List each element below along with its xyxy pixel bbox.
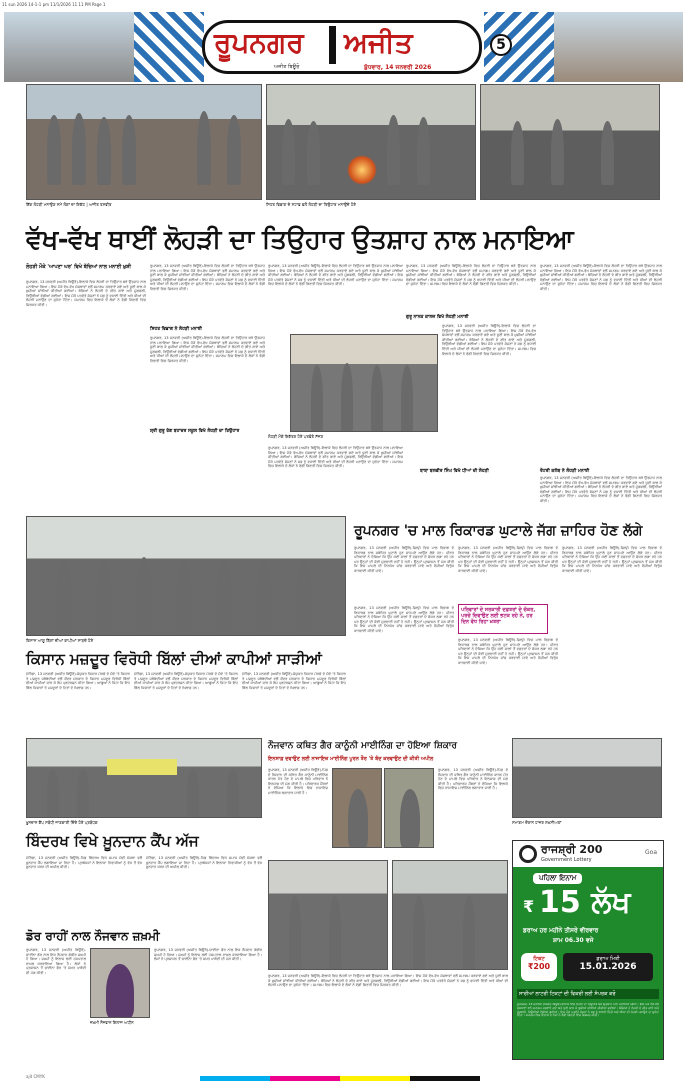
masthead-right-title: ਅਜੀਤ — [344, 26, 413, 59]
ad-prize-label: ਪਹਿਲਾ ਇਨਾਮ — [533, 873, 582, 884]
article-lohri-col1: ਰੂਪਨਗਰ, 13 ਜਨਵਰੀ (ਅਜੀਤ ਬਿਊਰੋ)-ਇਲਾਕੇ ਵਿਚ ਲੋਹੜੀ ਦਾ ਤਿਉਹਾਰ ਬੜੇ ਉਤਸ਼ਾਹ ਨਾਲ ਮਨਾਇਆ ਗਿਆ। ਇਸ ਮੌਕੇ ਵੱਖ-ਵੱਖ ਸੰਸਥਾਵਾਂ ਵਲੋਂ ਸਮਾਗਮ ਕਰਵਾਏ ਗਏ ਅਤੇ ਧੂਣੀ ਬਾਲ ਕੇ ਖ਼ੁਸ਼ੀਆਂ ਸਾਂਝੀਆਂ ਕੀਤੀਆਂ ਗਈਆਂ। ਬੱਚਿਆਂ ਨੇ ਲੋਹੜੀ ਦੇ ਗੀਤ ਗਾਏ ਅਤੇ ਮੂੰਗਫਲੀ, ਰਿਉੜੀਆਂ ਵੰਡੀਆਂ ਗਈਆਂ। ਇਸ ਮੌਕੇ ਪਤਵੰਤੇ ਸੱਜਣਾਂ ਨੇ ਸਭ ਨੂੰ ਵਧਾਈ ਦਿੱਤੀ ਅਤੇ ਧੀਆਂ ਦੀ ਲੋਹੜੀ ਮਨਾਉਣ ਦਾ ਸੁਨੇਹਾ ਦਿੱਤਾ। ਸਮਾਗਮ ਵਿਚ ਇਲਾਕੇ ਦੇ ਲੋਕਾਂ ਨੇ ਵੱਡੀ ਗਿਣਤੀ ਵਿਚ ਸ਼ਿਰਕਤ ਕੀਤੀ। — [26, 280, 146, 307]
ad-ticket-price: ₹200 — [527, 962, 551, 971]
article-lohri-col4: ਰੂਪਨਗਰ, 13 ਜਨਵਰੀ (ਅਜੀਤ ਬਿਊਰੋ)-ਇਲਾਕੇ ਵਿਚ ਲੋਹੜੀ ਦਾ ਤਿਉਹਾਰ ਬੜੇ ਉਤਸ਼ਾਹ ਨਾਲ ਮਨਾਇਆ ਗਿਆ। ਇਸ ਮੌਕੇ ਵੱਖ-ਵੱਖ ਸੰਸਥਾਵਾਂ ਵਲੋਂ ਸਮਾਗਮ ਕਰਵਾਏ ਗਏ ਅਤੇ ਧੂਣੀ ਬਾਲ ਕੇ ਖ਼ੁਸ਼ੀਆਂ ਸਾਂਝੀਆਂ ਕੀਤੀਆਂ ਗਈਆਂ। ਬੱਚਿਆਂ ਨੇ ਲੋਹੜੀ ਦੇ ਗੀਤ ਗਾਏ ਅਤੇ ਮੂੰਗਫਲੀ, ਰਿਉੜੀਆਂ ਵੰਡੀਆਂ ਗਈਆਂ। ਇਸ ਮੌਕੇ ਪਤਵੰਤੇ ਸੱਜਣਾਂ ਨੇ ਸਭ ਨੂੰ ਵਧਾਈ ਦਿੱਤੀ ਅਤੇ ਧੀਆਂ ਦੀ ਲੋਹੜੀ ਮਨਾਉਣ ਦਾ ਸੁਨੇਹਾ ਦਿੱਤਾ। ਸਮਾਗਮ ਵਿਚ ਇਲਾਕੇ ਦੇ ਲੋਕਾਂ ਨੇ ਵੱਡੀ ਗਿਣਤੀ ਵਿਚ ਸ਼ਿਰਕਤ ਕੀਤੀ। — [406, 264, 536, 287]
photo-mining-officer — [384, 768, 434, 848]
masthead — [4, 12, 683, 82]
lottery-ad — [512, 840, 664, 1060]
color-registration-bar — [200, 1076, 480, 1081]
photo-lohri-3 — [480, 84, 660, 200]
article-farmers-col3: ਮੋਰਿੰਡਾ, 13 ਜਨਵਰੀ (ਅਜੀਤ ਬਿਊਰੋ)-ਸੰਯੁਕਤ ਕਿਸਾਨ ਮੋਰਚੇ ਦੇ ਸੱਦੇ 'ਤੇ ਕਿਸਾਨ ਤੇ ਮਜ਼ਦੂਰ ਜਥੇਬੰਦੀਆਂ ਵਲੋਂ ਕੇਂਦਰ ਸਰਕਾਰ ਦੇ ਕਿਸਾਨ ਮਜ਼ਦੂਰ ਵਿਰੋਧੀ ਬਿੱਲਾਂ ਦੀਆਂ ਕਾਪੀਆਂ ਸਾੜ ਕੇ ਰੋਸ ਪ੍ਰਦਰਸ਼ਨ ਕੀਤਾ ਗਿਆ। ਆਗੂਆਂ ਨੇ ਕਿਹਾ ਕਿ ਇਹ ਬਿੱਲ ਕਿਸਾਨਾਂ ਤੇ ਮਜ਼ਦੂਰਾਂ ਦੇ ਹਿਤਾਂ ਦੇ ਖ਼ਿਲਾਫ਼ ਹਨ। — [242, 672, 346, 690]
ad-draw-line-2: ਸ਼ਾਮ 06.30 ਵਜੇ — [553, 937, 594, 944]
caption-photo-4: ਲੋਹੜੀ ਮੌਕੇ ਇਕੱਤਰ ਹੋਏ ਪਤਵੰਤੇ ਸੱਜਣ — [268, 434, 324, 439]
article-blood-col2: ਮੋਰਿੰਡਾ, 13 ਜਨਵਰੀ (ਅਜੀਤ ਬਿਊਰੋ)-ਪਿੰਡ ਬਿੰਦਰਖ ਵਿਖੇ ਸਮਾਜ ਸੇਵੀ ਸੰਸਥਾ ਵਲੋਂ ਖ਼ੂਨਦਾਨ ਕੈਂਪ ਲਗਾਇਆ ਜਾ ਰਿਹਾ ਹੈ। ਪ੍ਰਬੰਧਕਾਂ ਨੇ ਇਲਾਕਾ ਨਿਵਾਸੀਆਂ ਨੂੰ ਵੱਧ ਤੋਂ ਵੱਧ ਖ਼ੂਨਦਾਨ ਕਰਨ ਦੀ ਅਪੀਲ ਕੀਤੀ। — [146, 856, 262, 870]
ad-date: 15.01.2026 — [579, 962, 637, 972]
sub-head-3: ਸ਼੍ਰੀ ਗੁਰੂ ਤੇਗ ਬਹਾਦਰ ਸਕੂਲ ਵਿਖੇ ਲੋਹੜੀ ਦਾ ਤਿਉਹਾਰ — [150, 429, 240, 434]
sub-head-6: ਰੋਟਰੀ ਕਲੱਬ ਨੇ ਲੋਹੜੀ ਮਨਾਈ — [540, 469, 590, 474]
headline-mining-sub: ਇਨਸਾਫ਼ ਦਵਾਉਣ ਲਈ ਨਾਜਾਇਜ਼ ਮਾਈਨਿੰਗ ਪੂਰਨ ਤੌਰ 'ਤੇ ਬੰਦ ਕਰਵਾਉਣ ਦੀ ਕੀਤੀ ਅਪੀਲ — [268, 756, 434, 762]
photo-lohri-4 — [290, 334, 438, 432]
caption-photo-2: ਸਿਹਤ ਵਿਭਾਗ ਦੇ ਸਟਾਫ਼ ਵਲੋਂ ਲੋਹੜੀ ਦਾ ਤਿਉਹਾਰ ਮਨਾਉਂਦੇ ਹੋਏ — [266, 202, 356, 207]
ad-header — [513, 841, 663, 867]
article-farmers-col2: ਮੋਰਿੰਡਾ, 13 ਜਨਵਰੀ (ਅਜੀਤ ਬਿਊਰੋ)-ਸੰਯੁਕਤ ਕਿਸਾਨ ਮੋਰਚੇ ਦੇ ਸੱਦੇ 'ਤੇ ਕਿਸਾਨ ਤੇ ਮਜ਼ਦੂਰ ਜਥੇਬੰਦੀਆਂ ਵਲੋਂ ਕੇਂਦਰ ਸਰਕਾਰ ਦੇ ਕਿਸਾਨ ਮਜ਼ਦੂਰ ਵਿਰੋਧੀ ਬਿੱਲਾਂ ਦੀਆਂ ਕਾਪੀਆਂ ਸਾੜ ਕੇ ਰੋਸ ਪ੍ਰਦਰਸ਼ਨ ਕੀਤਾ ਗਿਆ। ਆਗੂਆਂ ਨੇ ਕਿਹਾ ਕਿ ਇਹ ਬਿੱਲ ਕਿਸਾਨਾਂ ਤੇ ਮਜ਼ਦੂਰਾਂ ਦੇ ਹਿਤਾਂ ਦੇ ਖ਼ਿਲਾਫ਼ ਹਨ। — [134, 672, 238, 690]
photo-event-right — [512, 738, 662, 818]
article-blood-col1: ਮੋਰਿੰਡਾ, 13 ਜਨਵਰੀ (ਅਜੀਤ ਬਿਊਰੋ)-ਪਿੰਡ ਬਿੰਦਰਖ ਵਿਖੇ ਸਮਾਜ ਸੇਵੀ ਸੰਸਥਾ ਵਲੋਂ ਖ਼ੂਨਦਾਨ ਕੈਂਪ ਲਗਾਇਆ ਜਾ ਰਿਹਾ ਹੈ। ਪ੍ਰਬੰਧਕਾਂ ਨੇ ਇਲਾਕਾ ਨਿਵਾਸੀਆਂ ਨੂੰ ਵੱਧ ਤੋਂ ਵੱਧ ਖ਼ੂਨਦਾਨ ਕਰਨ ਦੀ ਅਪੀਲ ਕੀਤੀ। — [26, 856, 142, 870]
masthead-sub: ਅਜੀਤ ਬਿਊਰੋ — [274, 64, 300, 70]
page-number: 5 — [490, 34, 512, 56]
article-kite-col1: ਰੂਪਨਗਰ, 13 ਜਨਵਰੀ (ਅਜੀਤ ਬਿਊਰੋ)-ਚਾਈਨਾ ਡੋਰ ਨਾਲ ਇਕ ਨੌਜਵਾਨ ਗੰਭੀਰ ਜ਼ਖ਼ਮੀ ਹੋ ਗਿਆ। ਜ਼ਖ਼ਮੀ ਨੂੰ ਇਲਾਜ ਲਈ ਹਸਪਤਾਲ ਦਾਖ਼ਲ ਕਰਵਾਇਆ ਗਿਆ ਹੈ। ਲੋਕਾਂ ਨੇ ਪ੍ਰਸ਼ਾਸਨ ਤੋਂ ਚਾਈਨਾ ਡੋਰ 'ਤੇ ਸਖ਼ਤ ਪਾਬੰਦੀ ਦੀ ਮੰਗ ਕੀਤੀ। — [26, 948, 86, 975]
article-records-col2: ਰੂਪਨਗਰ, 13 ਜਨਵਰੀ (ਅਜੀਤ ਬਿਊਰੋ)-ਜ਼ਿਲ੍ਹੇ ਵਿਚ ਮਾਲ ਵਿਭਾਗ ਦੇ ਰਿਕਾਰਡ ਨਾਲ ਸਬੰਧਿਤ ਘੁਟਾਲੇ ਹੁਣ ਸਾਹਮਣੇ ਆਉਣ ਲੱਗੇ ਹਨ। ਪੀੜਤ ਪਰਿਵਾਰਾਂ ਨੇ ਦੱਸਿਆ ਕਿ ਉਹ ਕਈ ਸਾਲਾਂ ਤੋਂ ਦਫ਼ਤਰਾਂ ਦੇ ਚੱਕਰ ਲਗਾ ਰਹੇ ਹਨ ਪਰ ਉਨ੍ਹਾਂ ਦੀ ਕੋਈ ਸੁਣਵਾਈ ਨਹੀਂ ਹੋ ਰਹੀ। ਉਨ੍ਹਾਂ ਪ੍ਰਸ਼ਾਸਨ ਤੋਂ ਮੰਗ ਕੀਤੀ ਕਿ ਇਸ ਮਾਮਲੇ ਦੀ ਨਿਰਪੱਖ ਜਾਂਚ ਕਰਵਾਈ ਜਾਵੇ ਅਤੇ ਦੋਸ਼ੀਆਂ ਵਿਰੁੱਧ ਕਾਰਵਾਈ ਕੀਤੀ ਜਾਵੇ। — [458, 546, 558, 573]
masthead-divider — [329, 26, 336, 64]
ad-fine-print: ਰੂਪਨਗਰ, 13 ਜਨਵਰੀ (ਅਜੀਤ ਬਿਊਰੋ)-ਇਲਾਕੇ ਵਿਚ ਲੋਹੜੀ ਦਾ ਤਿਉਹਾਰ ਬੜੇ ਉਤਸ਼ਾਹ ਨਾਲ ਮਨਾਇਆ ਗਿਆ। ਇਸ ਮੌਕੇ ਵੱਖ-ਵੱਖ ਸੰਸਥਾਵਾਂ ਵਲੋਂ ਸਮਾਗਮ ਕਰਵਾਏ ਗਏ ਅਤੇ ਧੂਣੀ ਬਾਲ ਕੇ ਖ਼ੁਸ਼ੀਆਂ ਸਾਂਝੀਆਂ ਕੀਤੀਆਂ ਗਈਆਂ। ਬੱਚਿਆਂ ਨੇ ਲੋਹੜੀ ਦੇ ਗੀਤ ਗਾਏ ਅਤੇ ਮੂੰਗਫਲੀ, ਰਿਉੜੀਆਂ ਵੰਡੀਆਂ ਗਈਆਂ। ਇਸ ਮੌਕੇ ਪਤਵੰਤੇ ਸੱਜਣਾਂ ਨੇ ਸਭ ਨੂੰ ਵਧਾਈ ਦਿੱਤੀ ਅਤੇ ਧੀਆਂ ਦੀ ਲੋਹੜੀ ਮਨਾਉਣ ਦਾ ਸੁਨੇਹਾ ਦਿੱਤਾ। ਸਮਾਗਮ ਵਿਚ ਇਲਾਕੇ ਦੇ ਲੋਕਾਂ ਨੇ ਵੱਡੀ ਗਿਣਤੀ ਵਿਚ ਸ਼ਿਰਕਤ ਕੀਤੀ। — [517, 1003, 659, 1018]
bottom-slug: ajit CMYK — [26, 1074, 45, 1079]
ad-draw-line-1: ਡਰਾਅ ਹਰ ਮਹੀਨੇ ਤੀਸਰੇ ਵੀਰਵਾਰ — [523, 927, 599, 934]
sub-head-5: ਬਾਬਾ ਬਲਵੀਰ ਸਿੰਘ ਵਿਖੇ ਧੀਆਂ ਦੀ ਲੋਹੜੀ — [420, 469, 489, 474]
article-records-col2b: ਰੂਪਨਗਰ, 13 ਜਨਵਰੀ (ਅਜੀਤ ਬਿਊਰੋ)-ਜ਼ਿਲ੍ਹੇ ਵਿਚ ਮਾਲ ਵਿਭਾਗ ਦੇ ਰਿਕਾਰਡ ਨਾਲ ਸਬੰਧਿਤ ਘੁਟਾਲੇ ਹੁਣ ਸਾਹਮਣੇ ਆਉਣ ਲੱਗੇ ਹਨ। ਪੀੜਤ ਪਰਿਵਾਰਾਂ ਨੇ ਦੱਸਿਆ ਕਿ ਉਹ ਕਈ ਸਾਲਾਂ ਤੋਂ ਦਫ਼ਤਰਾਂ ਦੇ ਚੱਕਰ ਲਗਾ ਰਹੇ ਹਨ ਪਰ ਉਨ੍ਹਾਂ ਦੀ ਕੋਈ ਸੁਣਵਾਈ ਨਹੀਂ ਹੋ ਰਹੀ। ਉਨ੍ਹਾਂ ਪ੍ਰਸ਼ਾਸਨ ਤੋਂ ਮੰਗ ਕੀਤੀ ਕਿ ਇਸ ਮਾਮਲੇ ਦੀ ਨਿਰਪੱਖ ਜਾਂਚ ਕਰਵਾਈ ਜਾਵੇ ਅਤੇ ਦੋਸ਼ੀਆਂ ਵਿਰੁੱਧ ਕਾਰਵਾਈ ਕੀਤੀ ਜਾਵੇ। — [458, 638, 558, 665]
right-header-photo — [554, 12, 683, 82]
caption-photo-5: ਕਿਸਾਨ ਆਗੂ ਬਿੱਲਾਂ ਦੀਆਂ ਕਾਪੀਆਂ ਸਾੜਦੇ ਹੋਏ — [26, 638, 94, 643]
caption-photo-1: ਇੱਕ ਲੋਹੜੀ ਮਨਾਉਣ ਸਮੇਂ ਲੋਕਾਂ ਦਾ ਇਕੱਠ | ਅਜੀਤ ਤਸਵੀਰ — [26, 202, 112, 207]
article-lohri-col5: ਰੂਪਨਗਰ, 13 ਜਨਵਰੀ (ਅਜੀਤ ਬਿਊਰੋ)-ਇਲਾਕੇ ਵਿਚ ਲੋਹੜੀ ਦਾ ਤਿਉਹਾਰ ਬੜੇ ਉਤਸ਼ਾਹ ਨਾਲ ਮਨਾਇਆ ਗਿਆ। ਇਸ ਮੌਕੇ ਵੱਖ-ਵੱਖ ਸੰਸਥਾਵਾਂ ਵਲੋਂ ਸਮਾਗਮ ਕਰਵਾਏ ਗਏ ਅਤੇ ਧੂਣੀ ਬਾਲ ਕੇ ਖ਼ੁਸ਼ੀਆਂ ਸਾਂਝੀਆਂ ਕੀਤੀਆਂ ਗਈਆਂ। ਬੱਚਿਆਂ ਨੇ ਲੋਹੜੀ ਦੇ ਗੀਤ ਗਾਏ ਅਤੇ ਮੂੰਗਫਲੀ, ਰਿਉੜੀਆਂ ਵੰਡੀਆਂ ਗਈਆਂ। ਇਸ ਮੌਕੇ ਪਤਵੰਤੇ ਸੱਜਣਾਂ ਨੇ ਸਭ ਨੂੰ ਵਧਾਈ ਦਿੱਤੀ ਅਤੇ ਧੀਆਂ ਦੀ ਲੋਹੜੀ ਮਨਾਉਣ ਦਾ ਸੁਨੇਹਾ ਦਿੱਤਾ। ਸਮਾਗਮ ਵਿਚ ਇਲਾਕੇ ਦੇ ਲੋਕਾਂ ਨੇ ਵੱਡੀ ਗਿਣਤੀ ਵਿਚ ਸ਼ਿਰਕਤ ਕੀਤੀ। — [540, 264, 662, 291]
photo-bottom-2 — [392, 860, 508, 970]
ad-ticket-badge — [521, 953, 557, 981]
photo-blood-camp — [26, 738, 262, 818]
photo-mining-victim — [332, 768, 382, 848]
article-records-col1b: ਰੂਪਨਗਰ, 13 ਜਨਵਰੀ (ਅਜੀਤ ਬਿਊਰੋ)-ਜ਼ਿਲ੍ਹੇ ਵਿਚ ਮਾਲ ਵਿਭਾਗ ਦੇ ਰਿਕਾਰਡ ਨਾਲ ਸਬੰਧਿਤ ਘੁਟਾਲੇ ਹੁਣ ਸਾਹਮਣੇ ਆਉਣ ਲੱਗੇ ਹਨ। ਪੀੜਤ ਪਰਿਵਾਰਾਂ ਨੇ ਦੱਸਿਆ ਕਿ ਉਹ ਕਈ ਸਾਲਾਂ ਤੋਂ ਦਫ਼ਤਰਾਂ ਦੇ ਚੱਕਰ ਲਗਾ ਰਹੇ ਹਨ ਪਰ ਉਨ੍ਹਾਂ ਦੀ ਕੋਈ ਸੁਣਵਾਈ ਨਹੀਂ ਹੋ ਰਹੀ। ਉਨ੍ਹਾਂ ਪ੍ਰਸ਼ਾਸਨ ਤੋਂ ਮੰਗ ਕੀਤੀ ਕਿ ਇਸ ਮਾਮਲੇ ਦੀ ਨਿਰਪੱਖ ਜਾਂਚ ਕਰਵਾਈ ਜਾਵੇ ਅਤੇ ਦੋਸ਼ੀਆਂ ਵਿਰੁੱਧ ਕਾਰਵਾਈ ਕੀਤੀ ਜਾਵੇ। — [354, 606, 454, 633]
article-lohri-col2: ਰੂਪਨਗਰ, 13 ਜਨਵਰੀ (ਅਜੀਤ ਬਿਊਰੋ)-ਇਲਾਕੇ ਵਿਚ ਲੋਹੜੀ ਦਾ ਤਿਉਹਾਰ ਬੜੇ ਉਤਸ਼ਾਹ ਨਾਲ ਮਨਾਇਆ ਗਿਆ। ਇਸ ਮੌਕੇ ਵੱਖ-ਵੱਖ ਸੰਸਥਾਵਾਂ ਵਲੋਂ ਸਮਾਗਮ ਕਰਵਾਏ ਗਏ ਅਤੇ ਧੂਣੀ ਬਾਲ ਕੇ ਖ਼ੁਸ਼ੀਆਂ ਸਾਂਝੀਆਂ ਕੀਤੀਆਂ ਗਈਆਂ। ਬੱਚਿਆਂ ਨੇ ਲੋਹੜੀ ਦੇ ਗੀਤ ਗਾਏ ਅਤੇ ਮੂੰਗਫਲੀ, ਰਿਉੜੀਆਂ ਵੰਡੀਆਂ ਗਈਆਂ। ਇਸ ਮੌਕੇ ਪਤਵੰਤੇ ਸੱਜਣਾਂ ਨੇ ਸਭ ਨੂੰ ਵਧਾਈ ਦਿੱਤੀ ਅਤੇ ਧੀਆਂ ਦੀ ਲੋਹੜੀ ਮਨਾਉਣ ਦਾ ਸੁਨੇਹਾ ਦਿੱਤਾ। ਸਮਾਗਮ ਵਿਚ ਇਲਾਕੇ ਦੇ ਲੋਕਾਂ ਨੇ ਵੱਡੀ ਗਿਣਤੀ ਵਿਚ ਸ਼ਿਰਕਤ ਕੀਤੀ। — [150, 264, 265, 291]
callout-box — [458, 604, 548, 634]
article-lohri-col3b: ਰੂਪਨਗਰ, 13 ਜਨਵਰੀ (ਅਜੀਤ ਬਿਊਰੋ)-ਇਲਾਕੇ ਵਿਚ ਲੋਹੜੀ ਦਾ ਤਿਉਹਾਰ ਬੜੇ ਉਤਸ਼ਾਹ ਨਾਲ ਮਨਾਇਆ ਗਿਆ। ਇਸ ਮੌਕੇ ਵੱਖ-ਵੱਖ ਸੰਸਥਾਵਾਂ ਵਲੋਂ ਸਮਾਗਮ ਕਰਵਾਏ ਗਏ ਅਤੇ ਧੂਣੀ ਬਾਲ ਕੇ ਖ਼ੁਸ਼ੀਆਂ ਸਾਂਝੀਆਂ ਕੀਤੀਆਂ ਗਈਆਂ। ਬੱਚਿਆਂ ਨੇ ਲੋਹੜੀ ਦੇ ਗੀਤ ਗਾਏ ਅਤੇ ਮੂੰਗਫਲੀ, ਰਿਉੜੀਆਂ ਵੰਡੀਆਂ ਗਈਆਂ। ਇਸ ਮੌਕੇ ਪਤਵੰਤੇ ਸੱਜਣਾਂ ਨੇ ਸਭ ਨੂੰ ਵਧਾਈ ਦਿੱਤੀ ਅਤੇ ਧੀਆਂ ਦੀ ਲੋਹੜੀ ਮਨਾਉਣ ਦਾ ਸੁਨੇਹਾ ਦਿੱਤਾ। ਸਮਾਗਮ ਵਿਚ ਇਲਾਕੇ ਦੇ ਲੋਕਾਂ ਨੇ ਵੱਡੀ ਗਿਣਤੀ ਵਿਚ ਸ਼ਿਰਕਤ ਕੀਤੀ। — [268, 446, 403, 469]
callout-line-3: ਦਿਨ ਵੱਧ ਰਿਹਾ ਖ਼ਤਰਾ — [461, 619, 501, 625]
header-pattern-left — [134, 12, 204, 82]
ad-date-label: ਡਰਾਅ ਮਿਤੀ — [596, 956, 620, 962]
ad-logo-icon — [519, 845, 537, 863]
masthead-left-title: ਰੂਪਨਗਰ — [214, 26, 304, 59]
article-records-col3: ਰੂਪਨਗਰ, 13 ਜਨਵਰੀ (ਅਜੀਤ ਬਿਊਰੋ)-ਜ਼ਿਲ੍ਹੇ ਵਿਚ ਮਾਲ ਵਿਭਾਗ ਦੇ ਰਿਕਾਰਡ ਨਾਲ ਸਬੰਧਿਤ ਘੁਟਾਲੇ ਹੁਣ ਸਾਹਮਣੇ ਆਉਣ ਲੱਗੇ ਹਨ। ਪੀੜਤ ਪਰਿਵਾਰਾਂ ਨੇ ਦੱਸਿਆ ਕਿ ਉਹ ਕਈ ਸਾਲਾਂ ਤੋਂ ਦਫ਼ਤਰਾਂ ਦੇ ਚੱਕਰ ਲਗਾ ਰਹੇ ਹਨ ਪਰ ਉਨ੍ਹਾਂ ਦੀ ਕੋਈ ਸੁਣਵਾਈ ਨਹੀਂ ਹੋ ਰਹੀ। ਉਨ੍ਹਾਂ ਪ੍ਰਸ਼ਾਸਨ ਤੋਂ ਮੰਗ ਕੀਤੀ ਕਿ ਇਸ ਮਾਮਲੇ ਦੀ ਨਿਰਪੱਖ ਜਾਂਚ ਕਰਵਾਈ ਜਾਵੇ ਅਤੇ ਦੋਸ਼ੀਆਂ ਵਿਰੁੱਧ ਕਾਰਵਾਈ ਕੀਤੀ ਜਾਵੇ। — [562, 546, 662, 573]
sub-head-1: ਲੋਹੜੀ ਮੌਕੇ 'ਆਪਣਾ ਘਰ' ਵਿਖੇ ਬੱਚਿਆਂ ਨਾਲ ਮਨਾਈ ਖ਼ੁਸ਼ੀ — [26, 264, 131, 270]
headline-kite-string: ਡੋਰ ਰਾਹੀਂ ਨਾਲ ਨੌਜਵਾਨ ਜ਼ਖ਼ਮੀ — [26, 929, 160, 943]
caption-photo-7: ਜ਼ਖ਼ਮੀ ਨੌਜਵਾਨ ਇਲਾਜ ਅਧੀਨ — [90, 1020, 134, 1025]
ad-ticket-label: ਟਿਕਟ — [533, 956, 545, 962]
print-slug: 11 sun 2026 14-1-1 pm 11/1/2026 11 11 PM Page 1 — [2, 2, 106, 7]
photo-injured-youth — [90, 948, 150, 1018]
ad-date-box — [563, 953, 653, 981]
ad-brand: ਰਾਜਸ਼੍ਰੀ 200 — [541, 843, 603, 856]
article-lohri-col2b: ਰੂਪਨਗਰ, 13 ਜਨਵਰੀ (ਅਜੀਤ ਬਿਊਰੋ)-ਇਲਾਕੇ ਵਿਚ ਲੋਹੜੀ ਦਾ ਤਿਉਹਾਰ ਬੜੇ ਉਤਸ਼ਾਹ ਨਾਲ ਮਨਾਇਆ ਗਿਆ। ਇਸ ਮੌਕੇ ਵੱਖ-ਵੱਖ ਸੰਸਥਾਵਾਂ ਵਲੋਂ ਸਮਾਗਮ ਕਰਵਾਏ ਗਏ ਅਤੇ ਧੂਣੀ ਬਾਲ ਕੇ ਖ਼ੁਸ਼ੀਆਂ ਸਾਂਝੀਆਂ ਕੀਤੀਆਂ ਗਈਆਂ। ਬੱਚਿਆਂ ਨੇ ਲੋਹੜੀ ਦੇ ਗੀਤ ਗਾਏ ਅਤੇ ਮੂੰਗਫਲੀ, ਰਿਉੜੀਆਂ ਵੰਡੀਆਂ ਗਈਆਂ। ਇਸ ਮੌਕੇ ਪਤਵੰਤੇ ਸੱਜਣਾਂ ਨੇ ਸਭ ਨੂੰ ਵਧਾਈ ਦਿੱਤੀ ਅਤੇ ਧੀਆਂ ਦੀ ਲੋਹੜੀ ਮਨਾਉਣ ਦਾ ਸੁਨੇਹਾ ਦਿੱਤਾ। ਸਮਾਗਮ ਵਿਚ ਇਲਾਕੇ ਦੇ ਲੋਕਾਂ ਨੇ ਵੱਡੀ ਗਿਣਤੀ ਵਿਚ ਸ਼ਿਰਕਤ ਕੀਤੀ। — [150, 336, 265, 363]
ad-footer: ਸਾਰੀਆਂ ਲਾਟਰੀ ਟਿਕਟਾਂ ਦੀ ਵਿਕਰੀ ਲਈ ਸੰਪਰਕ ਕਰੋ — [517, 989, 659, 999]
ad-brand-sub: Government Lottery — [541, 857, 592, 863]
headline-blood-camp: ਬਿੰਦਰਖ ਵਿਖੇ ਖ਼ੂਨਦਾਨ ਕੈਂਪ ਅੱਜ — [26, 832, 199, 850]
caption-photo-8: ਸਮਾਗਮ ਦੌਰਾਨ ਹਾਜ਼ਰ ਸ਼ਖ਼ਸੀਅਤਾਂ — [512, 820, 562, 825]
main-headline: ਵੱਖ-ਵੱਖ ਥਾਈਂ ਲੋਹੜੀ ਦਾ ਤਿਉਹਾਰ ਉਤਸ਼ਾਹ ਨਾਲ ਮਨਾਇਆ — [26, 225, 574, 255]
ad-amount: 15 ਲੱਖ — [539, 885, 631, 920]
ad-currency: ₹ — [523, 897, 535, 916]
photo-lohri-1 — [26, 84, 262, 200]
article-lohri-col4b: ਰੂਪਨਗਰ, 13 ਜਨਵਰੀ (ਅਜੀਤ ਬਿਊਰੋ)-ਇਲਾਕੇ ਵਿਚ ਲੋਹੜੀ ਦਾ ਤਿਉਹਾਰ ਬੜੇ ਉਤਸ਼ਾਹ ਨਾਲ ਮਨਾਇਆ ਗਿਆ। ਇਸ ਮੌਕੇ ਵੱਖ-ਵੱਖ ਸੰਸਥਾਵਾਂ ਵਲੋਂ ਸਮਾਗਮ ਕਰਵਾਏ ਗਏ ਅਤੇ ਧੂਣੀ ਬਾਲ ਕੇ ਖ਼ੁਸ਼ੀਆਂ ਸਾਂਝੀਆਂ ਕੀਤੀਆਂ ਗਈਆਂ। ਬੱਚਿਆਂ ਨੇ ਲੋਹੜੀ ਦੇ ਗੀਤ ਗਾਏ ਅਤੇ ਮੂੰਗਫਲੀ, ਰਿਉੜੀਆਂ ਵੰਡੀਆਂ ਗਈਆਂ। ਇਸ ਮੌਕੇ ਪਤਵੰਤੇ ਸੱਜਣਾਂ ਨੇ ਸਭ ਨੂੰ ਵਧਾਈ ਦਿੱਤੀ ਅਤੇ ਧੀਆਂ ਦੀ ਲੋਹੜੀ ਮਨਾਉਣ ਦਾ ਸੁਨੇਹਾ ਦਿੱਤਾ। ਸਮਾਗਮ ਵਿਚ ਇਲਾਕੇ ਦੇ ਲੋਕਾਂ ਨੇ ਵੱਡੀ ਗਿਣਤੀ ਵਿਚ ਸ਼ਿਰਕਤ ਕੀਤੀ। — [442, 324, 536, 356]
left-header-photo — [4, 12, 134, 82]
article-mining-col2: ਰੂਪਨਗਰ, 13 ਜਨਵਰੀ (ਅਜੀਤ ਬਿਊਰੋ)-ਪਿੰਡ ਦੇ ਨੌਜਵਾਨ ਦੀ ਕਥਿਤ ਗੈਰ ਕਾਨੂੰਨੀ ਮਾਈਨਿੰਗ ਕਾਰਨ ਮੌਤ ਹੋਣ ਦੇ ਮਾਮਲੇ ਵਿਚ ਪਰਿਵਾਰ ਨੇ ਇਨਸਾਫ਼ ਦੀ ਮੰਗ ਕੀਤੀ ਹੈ। ਪਰਿਵਾਰਕ ਮੈਂਬਰਾਂ ਨੇ ਦੱਸਿਆ ਕਿ ਇਲਾਕੇ ਵਿਚ ਨਾਜਾਇਜ਼ ਮਾਈਨਿੰਗ ਲਗਾਤਾਰ ਜਾਰੀ ਹੈ। — [438, 768, 508, 791]
headline-mining: ਨੌਜਵਾਨ ਕਥਿਤ ਗੈਰ ਕਾਨੂੰਨੀ ਮਾਈਨਿੰਗ ਦਾ ਹੋਇਆ ਸ਼ਿਕਾਰ — [268, 741, 458, 751]
photo-lohri-2 — [266, 84, 476, 200]
photo-farmers-protest — [26, 516, 346, 636]
callout-line-2: ਪਰਚੇ ਦਿਵਾਉਣ ਲਈ ਭਟਕ ਰਹੇ ਨੇ, ਹਰ — [461, 613, 533, 619]
ad-goa: Goa — [645, 849, 657, 856]
article-farmers-col1: ਮੋਰਿੰਡਾ, 13 ਜਨਵਰੀ (ਅਜੀਤ ਬਿਊਰੋ)-ਸੰਯੁਕਤ ਕਿਸਾਨ ਮੋਰਚੇ ਦੇ ਸੱਦੇ 'ਤੇ ਕਿਸਾਨ ਤੇ ਮਜ਼ਦੂਰ ਜਥੇਬੰਦੀਆਂ ਵਲੋਂ ਕੇਂਦਰ ਸਰਕਾਰ ਦੇ ਕਿਸਾਨ ਮਜ਼ਦੂਰ ਵਿਰੋਧੀ ਬਿੱਲਾਂ ਦੀਆਂ ਕਾਪੀਆਂ ਸਾੜ ਕੇ ਰੋਸ ਪ੍ਰਦਰਸ਼ਨ ਕੀਤਾ ਗਿਆ। ਆਗੂਆਂ ਨੇ ਕਿਹਾ ਕਿ ਇਹ ਬਿੱਲ ਕਿਸਾਨਾਂ ਤੇ ਮਜ਼ਦੂਰਾਂ ਦੇ ਹਿਤਾਂ ਦੇ ਖ਼ਿਲਾਫ਼ ਹਨ। — [26, 672, 130, 690]
sub-head-2: ਸਿਹਤ ਵਿਭਾਗ ਨੇ ਲੋਹੜੀ ਮਨਾਈ — [150, 327, 202, 332]
article-kite-col2: ਰੂਪਨਗਰ, 13 ਜਨਵਰੀ (ਅਜੀਤ ਬਿਊਰੋ)-ਚਾਈਨਾ ਡੋਰ ਨਾਲ ਇਕ ਨੌਜਵਾਨ ਗੰਭੀਰ ਜ਼ਖ਼ਮੀ ਹੋ ਗਿਆ। ਜ਼ਖ਼ਮੀ ਨੂੰ ਇਲਾਜ ਲਈ ਹਸਪਤਾਲ ਦਾਖ਼ਲ ਕਰਵਾਇਆ ਗਿਆ ਹੈ। ਲੋਕਾਂ ਨੇ ਪ੍ਰਸ਼ਾਸਨ ਤੋਂ ਚਾਈਨਾ ਡੋਰ 'ਤੇ ਸਖ਼ਤ ਪਾਬੰਦੀ ਦੀ ਮੰਗ ਕੀਤੀ। — [154, 948, 262, 962]
article-lohri-col5b: ਰੂਪਨਗਰ, 13 ਜਨਵਰੀ (ਅਜੀਤ ਬਿਊਰੋ)-ਇਲਾਕੇ ਵਿਚ ਲੋਹੜੀ ਦਾ ਤਿਉਹਾਰ ਬੜੇ ਉਤਸ਼ਾਹ ਨਾਲ ਮਨਾਇਆ ਗਿਆ। ਇਸ ਮੌਕੇ ਵੱਖ-ਵੱਖ ਸੰਸਥਾਵਾਂ ਵਲੋਂ ਸਮਾਗਮ ਕਰਵਾਏ ਗਏ ਅਤੇ ਧੂਣੀ ਬਾਲ ਕੇ ਖ਼ੁਸ਼ੀਆਂ ਸਾਂਝੀਆਂ ਕੀਤੀਆਂ ਗਈਆਂ। ਬੱਚਿਆਂ ਨੇ ਲੋਹੜੀ ਦੇ ਗੀਤ ਗਾਏ ਅਤੇ ਮੂੰਗਫਲੀ, ਰਿਉੜੀਆਂ ਵੰਡੀਆਂ ਗਈਆਂ। ਇਸ ਮੌਕੇ ਪਤਵੰਤੇ ਸੱਜਣਾਂ ਨੇ ਸਭ ਨੂੰ ਵਧਾਈ ਦਿੱਤੀ ਅਤੇ ਧੀਆਂ ਦੀ ਲੋਹੜੀ ਮਨਾਉਣ ਦਾ ਸੁਨੇਹਾ ਦਿੱਤਾ। ਸਮਾਗਮ ਵਿਚ ਇਲਾਕੇ ਦੇ ਲੋਕਾਂ ਨੇ ਵੱਡੀ ਗਿਣਤੀ ਵਿਚ ਸ਼ਿਰਕਤ ਕੀਤੀ। — [540, 476, 662, 503]
masthead-date: ਬੁੱਧਵਾਰ, 14 ਜਨਵਰੀ 2026 — [364, 64, 432, 71]
article-lohri-col3: ਰੂਪਨਗਰ, 13 ਜਨਵਰੀ (ਅਜੀਤ ਬਿਊਰੋ)-ਇਲਾਕੇ ਵਿਚ ਲੋਹੜੀ ਦਾ ਤਿਉਹਾਰ ਬੜੇ ਉਤਸ਼ਾਹ ਨਾਲ ਮਨਾਇਆ ਗਿਆ। ਇਸ ਮੌਕੇ ਵੱਖ-ਵੱਖ ਸੰਸਥਾਵਾਂ ਵਲੋਂ ਸਮਾਗਮ ਕਰਵਾਏ ਗਏ ਅਤੇ ਧੂਣੀ ਬਾਲ ਕੇ ਖ਼ੁਸ਼ੀਆਂ ਸਾਂਝੀਆਂ ਕੀਤੀਆਂ ਗਈਆਂ। ਬੱਚਿਆਂ ਨੇ ਲੋਹੜੀ ਦੇ ਗੀਤ ਗਾਏ ਅਤੇ ਮੂੰਗਫਲੀ, ਰਿਉੜੀਆਂ ਵੰਡੀਆਂ ਗਈਆਂ। ਇਸ ਮੌਕੇ ਪਤਵੰਤੇ ਸੱਜਣਾਂ ਨੇ ਸਭ ਨੂੰ ਵਧਾਈ ਦਿੱਤੀ ਅਤੇ ਧੀਆਂ ਦੀ ਲੋਹੜੀ ਮਨਾਉਣ ਦਾ ਸੁਨੇਹਾ ਦਿੱਤਾ। ਸਮਾਗਮ ਵਿਚ ਇਲਾਕੇ ਦੇ ਲੋਕਾਂ ਨੇ ਵੱਡੀ ਗਿਣਤੀ ਵਿਚ ਸ਼ਿਰਕਤ ਕੀਤੀ। — [268, 264, 403, 287]
headline-farmers: ਕਿਸਾਨ ਮਜ਼ਦੂਰ ਵਿਰੋਧੀ ਬਿੱਲਾਂ ਦੀਆਂ ਕਾਪੀਆਂ ਸਾੜੀਆਂ — [26, 650, 322, 668]
article-records-col1: ਰੂਪਨਗਰ, 13 ਜਨਵਰੀ (ਅਜੀਤ ਬਿਊਰੋ)-ਜ਼ਿਲ੍ਹੇ ਵਿਚ ਮਾਲ ਵਿਭਾਗ ਦੇ ਰਿਕਾਰਡ ਨਾਲ ਸਬੰਧਿਤ ਘੁਟਾਲੇ ਹੁਣ ਸਾਹਮਣੇ ਆਉਣ ਲੱਗੇ ਹਨ। ਪੀੜਤ ਪਰਿਵਾਰਾਂ ਨੇ ਦੱਸਿਆ ਕਿ ਉਹ ਕਈ ਸਾਲਾਂ ਤੋਂ ਦਫ਼ਤਰਾਂ ਦੇ ਚੱਕਰ ਲਗਾ ਰਹੇ ਹਨ ਪਰ ਉਨ੍ਹਾਂ ਦੀ ਕੋਈ ਸੁਣਵਾਈ ਨਹੀਂ ਹੋ ਰਹੀ। ਉਨ੍ਹਾਂ ਪ੍ਰਸ਼ਾਸਨ ਤੋਂ ਮੰਗ ਕੀਤੀ ਕਿ ਇਸ ਮਾਮਲੇ ਦੀ ਨਿਰਪੱਖ ਜਾਂਚ ਕਰਵਾਈ ਜਾਵੇ ਅਤੇ ਦੋਸ਼ੀਆਂ ਵਿਰੁੱਧ ਕਾਰਵਾਈ ਕੀਤੀ ਜਾਵੇ। — [354, 546, 454, 573]
callout-line-1: ਪਰਿਵਾਰਾਂ ਦੇ ਸਰਕਾਰੀ ਦਫ਼ਤਰਾਂ ਦੇ ਚੱਕਰ, — [461, 607, 536, 613]
caption-photo-6: ਖ਼ੂਨਦਾਨ ਕੈਂਪ ਸਬੰਧੀ ਜਾਣਕਾਰੀ ਦਿੰਦੇ ਹੋਏ ਪ੍ਰਬੰਧਕ — [26, 820, 98, 825]
article-bottom-mid: ਰੂਪਨਗਰ, 13 ਜਨਵਰੀ (ਅਜੀਤ ਬਿਊਰੋ)-ਇਲਾਕੇ ਵਿਚ ਲੋਹੜੀ ਦਾ ਤਿਉਹਾਰ ਬੜੇ ਉਤਸ਼ਾਹ ਨਾਲ ਮਨਾਇਆ ਗਿਆ। ਇਸ ਮੌਕੇ ਵੱਖ-ਵੱਖ ਸੰਸਥਾਵਾਂ ਵਲੋਂ ਸਮਾਗਮ ਕਰਵਾਏ ਗਏ ਅਤੇ ਧੂਣੀ ਬਾਲ ਕੇ ਖ਼ੁਸ਼ੀਆਂ ਸਾਂਝੀਆਂ ਕੀਤੀਆਂ ਗਈਆਂ। ਬੱਚਿਆਂ ਨੇ ਲੋਹੜੀ ਦੇ ਗੀਤ ਗਾਏ ਅਤੇ ਮੂੰਗਫਲੀ, ਰਿਉੜੀਆਂ ਵੰਡੀਆਂ ਗਈਆਂ। ਇਸ ਮੌਕੇ ਪਤਵੰਤੇ ਸੱਜਣਾਂ ਨੇ ਸਭ ਨੂੰ ਵਧਾਈ ਦਿੱਤੀ ਅਤੇ ਧੀਆਂ ਦੀ ਲੋਹੜੀ ਮਨਾਉਣ ਦਾ ਸੁਨੇਹਾ ਦਿੱਤਾ। ਸਮਾਗਮ ਵਿਚ ਇਲਾਕੇ ਦੇ ਲੋਕਾਂ ਨੇ ਵੱਡੀ ਗਿਣਤੀ ਵਿਚ ਸ਼ਿਰਕਤ ਕੀਤੀ। — [268, 974, 508, 988]
article-mining-col1: ਰੂਪਨਗਰ, 13 ਜਨਵਰੀ (ਅਜੀਤ ਬਿਊਰੋ)-ਪਿੰਡ ਦੇ ਨੌਜਵਾਨ ਦੀ ਕਥਿਤ ਗੈਰ ਕਾਨੂੰਨੀ ਮਾਈਨਿੰਗ ਕਾਰਨ ਮੌਤ ਹੋਣ ਦੇ ਮਾਮਲੇ ਵਿਚ ਪਰਿਵਾਰ ਨੇ ਇਨਸਾਫ਼ ਦੀ ਮੰਗ ਕੀਤੀ ਹੈ। ਪਰਿਵਾਰਕ ਮੈਂਬਰਾਂ ਨੇ ਦੱਸਿਆ ਕਿ ਇਲਾਕੇ ਵਿਚ ਨਾਜਾਇਜ਼ ਮਾਈਨਿੰਗ ਲਗਾਤਾਰ ਜਾਰੀ ਹੈ। — [268, 768, 328, 795]
headline-records-scam: ਰੂਪਨਗਰ 'ਚ ਮਾਲ ਰਿਕਾਰਡ ਘੁਟਾਲੇ ਜੱਗ ਜ਼ਾਹਿਰ ਹੋਣ ਲੱਗੇ — [354, 523, 643, 539]
photo-bottom-1 — [268, 860, 388, 970]
sub-head-4: ਗੁਰੂ ਨਾਨਕ ਕਾਲਜ ਵਿਖੇ ਲੋਹੜੀ ਮਨਾਈ — [406, 315, 469, 320]
